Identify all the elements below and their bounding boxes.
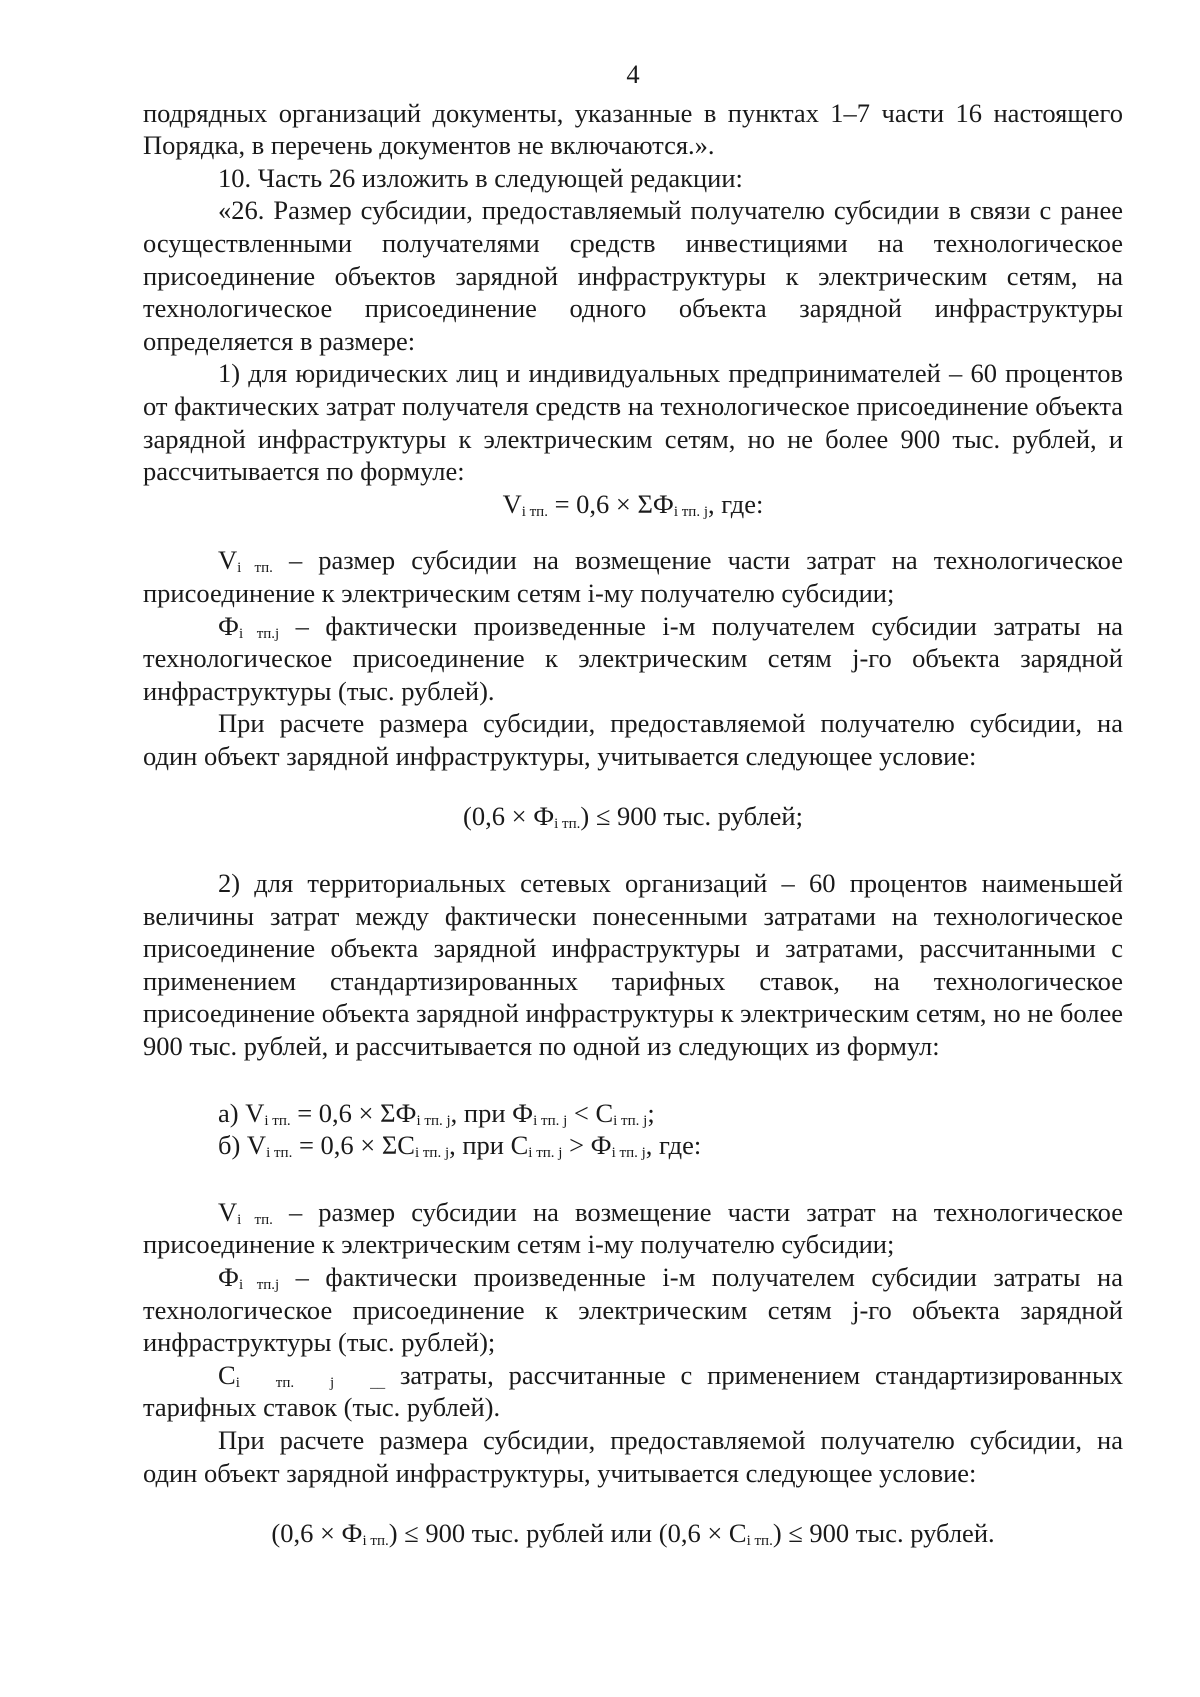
paragraph-amendment-item-10: 10. Часть 26 изложить в следующей редакции: [218,162,743,193]
paragraph-part-26: «26. Размер субсидии, предоставляемый получателю субсидии в связи с ранее осуществленными получателями средств инвестициями на технологическое присоединение объектов зарядной инфраструктуры к электрическим сетям, на технологическое присоединение одного объекта зарядной инфраструктуры определяется в размере: [143,195,1123,356]
formula-list [143,1097,1123,1162]
formula-a: а) $V_{i тп.} = 0,6 \times \Sigma Ф_{i тп. j}$, при $Ф_{i тп. j} < С_{i тп. j}$; [218,1097,655,1129]
paragraph-continuation: подрядных организаций документы, указанные в пунктах 1–7 части 16 настоящего Порядка, в перечень документов не включаются.». [143,97,1123,161]
definition-v: $V_{i тп.}$ – размер субсидии на возмещение части затрат на технологическое присоединение к электрическим сетям i-му получателю субсидии; [143,545,1123,608]
paragraph-clause-1: 1) для юридических лиц и индивидуальных предпринимателей – 60 процентов от фактических затрат получателя средств на технологическое присоединение объекта зарядной инфраструктуры к электрическим сетям, но не более 900 тыс. рублей, и рассчитывается по формуле: [143,358,1123,487]
definition-f-2: $Ф_{i тп.j}$ – фактически произведенные i-м получателем субсидии затраты на технологическое присоединение к электрическим сетям j-го объекта зарядной инфраструктуры (тыс. рублей); [143,1262,1123,1358]
paragraph-condition-2: При расчете размера субсидии, предоставляемой получателю субсидии, на один объект зарядной инфраструктуры, учитывается следующее условие: [143,1424,1123,1488]
formula-condition-2: $(0,6 \times Ф_{i тп.}) \le 900$ тыс. рублей или $(0,6 \times С_{i тп.}) \le 900$ тыс. рублей. [271,1518,995,1550]
definition-c: $С_{i тп. j \_\_}$ затраты, рассчитанные с применением стандартизированных тарифных ставок (тыс. рублей). [143,1359,1123,1423]
definition-v-2: $V_{i тп.}$ – размер субсидии на возмещение части затрат на технологическое присоединение к электрическим сетям i-му получателю субсидии; [143,1196,1123,1260]
paragraph-clause-2: 2) для территориальных сетевых организаций – 60 процентов наименьшей величины затрат между фактически понесенными затратами на технологическое присоединение объекта зарядной инфраструктуры и затратами, рассчитанными с применением стандартизированных тарифных ставок, на технологическое присоединение объекта зарядной инфраструктуры к электрическим сетям, но не более 900 тыс. рублей, и рассчитывается по одной из следующих из формул: [143,868,1123,1062]
document-page [143,58,1123,1550]
formula-b: б) $V_{i тп.} = 0,6 \times \Sigma С_{i тп. j}$, при $С_{i тп. j} > Ф_{i тп. j}$, где: [218,1130,702,1162]
page-number: 4 [626,59,640,89]
paragraph-condition-1: При расчете размера субсидии, предоставляемой получателю субсидии, на один объект зарядной инфраструктуры, учитывается следующее условие: [143,708,1123,771]
formula-condition-1: $(0,6 \times Ф_{i тп.}) \le 900$ тыс. рублей; [463,801,803,833]
formula-1: $V_{i тп.} = 0,6 \times \Sigma Ф_{i тп. j}$, где: [502,488,764,520]
definition-f: $Ф_{i тп.j}$ – фактически произведенные i-м получателем субсидии затраты на технологическое присоединение к электрическим сетям j-го объекта зарядной инфраструктуры (тыс. рублей). [143,610,1123,706]
